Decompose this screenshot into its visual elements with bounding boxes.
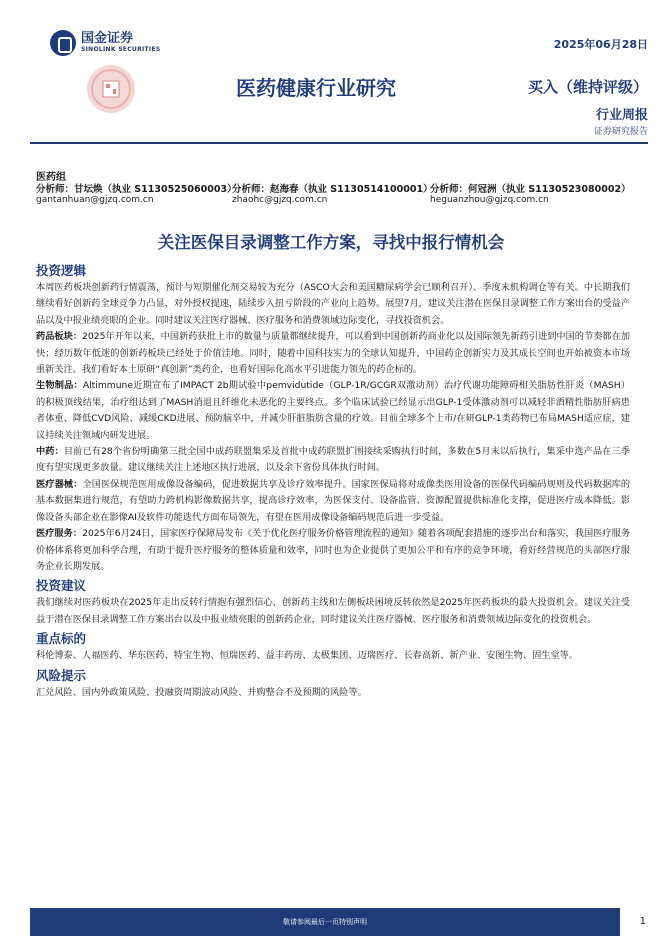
device-label: 医疗器械：: [36, 478, 83, 490]
report-subtype: 证券研究报告: [593, 127, 648, 137]
section-targets-title: 重点标的: [36, 631, 87, 647]
brand-name-en: SINOLINK SECURITIES: [81, 46, 161, 53]
section-advice-title: 投资建议: [36, 578, 87, 594]
rating-badge: 买入（维持评级）: [527, 78, 648, 96]
tcm-text: 目前已有28个省份明确第三批全国中成药联盟集采及首批中成药联盟扩围接续采购执行时间，多数在5月末以后执行，集采中选产品在三季度有望实现更多放量。建议继续关注上述地区执行进展，以及余下省份具体执行时间。: [36, 446, 630, 474]
bio-label: 生物制品：: [36, 380, 83, 392]
team-label: 医药组: [36, 172, 66, 183]
tcm-label: 中药：: [36, 446, 64, 458]
brand-name-cn: 国金证券: [81, 31, 134, 46]
logic-intro: 本周医药板块创新药行情震荡，预计与短期催化剂交易较为充分（ASCO大会和美国糖尿病学会已顺利召开）、季度末机构调仓等有关。中长期我们继续看好创新药全球竞争力凸显，对外授权提速，陆续步入扭亏阶段的产业向上趋势。展望7月，建议关注潜在医保目录调整工作方案出台的受益产品以及中报业绩亮眼的企业。同时建议关注医疗器械、医疗服务和消费领域边际变化，寻找投资机会。: [36, 282, 630, 326]
report-date: 2025年06月28日: [553, 38, 648, 51]
section-risk-title: 风险提示: [36, 667, 87, 683]
service-text: 2025年6月24日，国家医疗保障局发布《关于优化医疗服务价格管理流程的通知》随着各项配套措施的逐步出台和落实，我国医疗服务价格体系将更加科学合理，有助于提升医疗服务的整体质量和效率，同时也为企业提供了更加公平和有序的竞争环境，看好经营规范的头部医疗服务企业长期发展。: [36, 528, 631, 572]
brand-logo: [50, 30, 160, 56]
analyst-2-email[interactable]: zhaohc@gjzq.com.cn: [232, 195, 328, 205]
qr-seal-icon: [84, 60, 139, 122]
bio-text: Altimmune近期宣布了IMPACT 2b期试验中pemvidutide（GLP-1R/GCGR双激动剂）治疗代谢功能障碍相关脂肪性肝炎（MASH）的积极顶线结果，治疗组达到了MASH消退且纤维化未恶化的主要终点。多个临床试验已经显示出GLP-1受体激动剂可以减轻非酒精性脂肪肝病患者体重、降低CVD风险、减缓CKD进展、预防脑卒中，并减少肝脏脂肪含量的疗效。目前全球多个上市/在研GLP-1类药物已布局MASH适应症，建议持续关注领域内研发进展。: [36, 380, 630, 441]
risk-text: 汇兑风险、国内外政策风险、投融资周期波动风险、并购整合不及预期的风险等。: [36, 686, 367, 698]
drug-paragraph: [36, 329, 630, 378]
targets-text: 科伦博泰、人福医药、华东医药、特宝生物、恒瑞医药、益丰药房、太极集团、迈瑞医疗、长春高新、新产业、安图生物、固生堂等。: [36, 650, 579, 662]
section-logic-title: 投资逻辑: [36, 263, 87, 278]
report-title: 关注医保目录调整工作方案，寻找中报行情机会: [157, 233, 505, 252]
tcm-paragraph: [36, 444, 630, 477]
analyst-1-email[interactable]: gantanhuan@gjzq.com.cn: [36, 195, 154, 205]
page-title: 医药健康行业研究: [236, 76, 396, 100]
analyst-3: 分析师：何冠洲（执业 S1130523080002）: [430, 184, 631, 195]
bio-paragraph: [36, 378, 630, 444]
logo-icon: [50, 30, 76, 56]
device-text: 全国医保规范医用成像设备编码，促进数据共享及诊疗效率提升。国家医保局将对成像类医用设备的医保代码编码规则及代码数据库的基本数据集进行规范，有望助力跨机构影像数据共享，提高诊疗效率，为医保支付、设备监管、资源配置提供标准化支撑，促进医疗成本降低。影像设备头部企业在影像AI及软件功能迭代方面布局领先，有望在医用成像设备编码规范后进一步受益。: [36, 478, 631, 523]
analyst-1: 分析师：甘坛焕（执业 S1130525060003）: [36, 184, 237, 195]
device-paragraph: [36, 477, 630, 526]
report-type: 行业周报: [595, 108, 648, 123]
analyst-2: 分析师：赵海春（执业 S1130514100001）: [232, 184, 433, 195]
footer-disclaimer[interactable]: 敬请参阅最后一页特别声明: [30, 908, 620, 936]
drug-label: 药品板块：: [36, 331, 83, 343]
analyst-3-email[interactable]: heguanzhou@gjzq.com.cn: [430, 195, 549, 205]
page-number: 1: [639, 916, 646, 927]
drug-text: 2025年开年以来，中国新药获批上市的数量与质量都继续提升，可以看到中国创新药商业化以及国际领先新药引进到中国的节奏都在加快；经历数年低迷的创新药板块已经处于价值洼地。同时，随着中国科技实力的全球认知提升，中国药企创新实力及其成长空间也开始被资本市场重新关注。我们看好本土原研“真创新”类药企，也看好国际化高水平引进能力领先的药企标的。: [36, 331, 631, 376]
advice-text: 我们继续对医药板块在2025年走出反转行情抱有强烈信心，创新药主线和左侧板块困境反转依然是2025年医药板块的最大投资机会。建议关注受益于潜在医保目录调整工作方案出台以及中报业绩亮眼的创新药企业，同时建议关注医疗器械、医疗服务和消费领域边际变化的投资机会。: [36, 597, 630, 625]
report-body: [36, 260, 630, 701]
service-label: 医疗服务：: [36, 528, 83, 540]
header-divider: [30, 142, 648, 144]
service-paragraph: [36, 526, 630, 575]
